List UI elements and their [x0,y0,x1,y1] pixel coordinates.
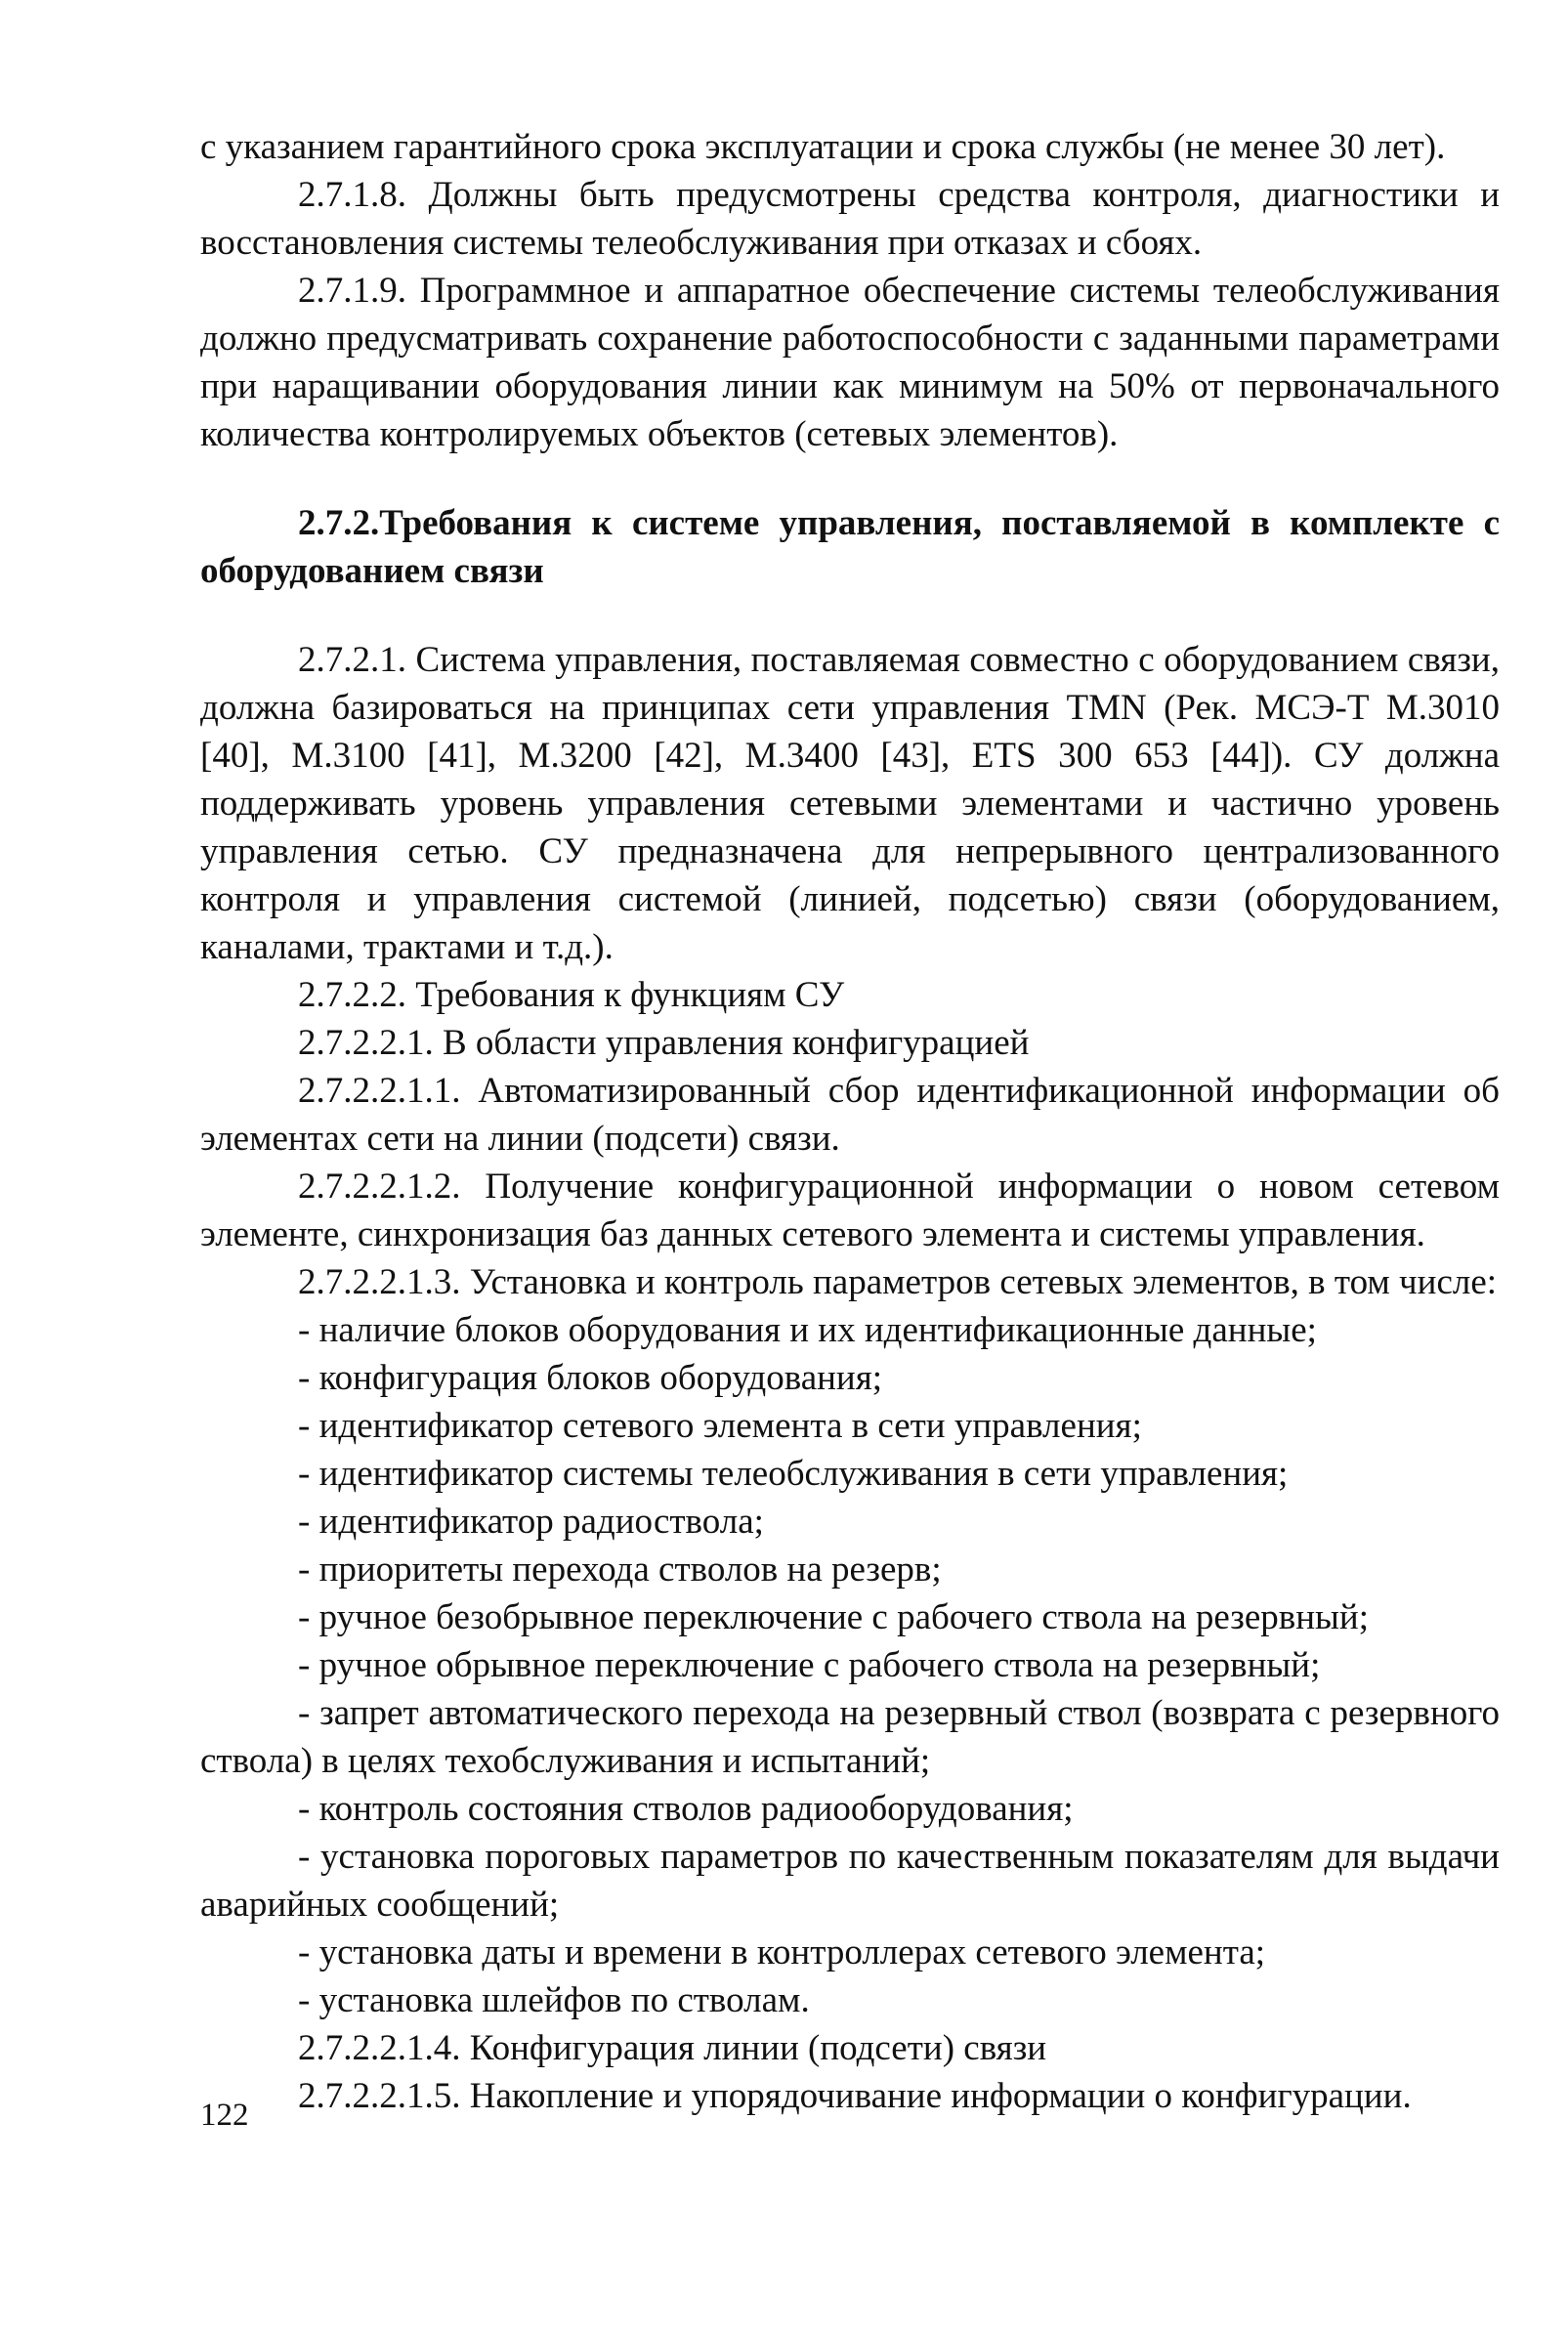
list-item: - идентификатор системы телеобслуживания в сети управления; [298,1454,1289,1494]
list-item: - ручное обрывное переключение с рабочего ствола на резервный; [298,1645,1321,1685]
paragraph-2-7-2-2-1-1: 2.7.2.2.1.1. Автоматизированный сбор идентификационной информации об элементах сети на линии (подсети) связи. [200,1071,1500,1159]
list-item: - наличие блоков оборудования и их идентификационные данные; [298,1310,1317,1350]
list-item: - идентификатор сетевого элемента в сети управления; [298,1406,1142,1446]
page-number: 122 [200,2098,249,2133]
paragraph-2-7-2-2-1-4: 2.7.2.2.1.4. Конфигурация линии (подсети) связи [298,2028,1047,2068]
list-item: - идентификатор радиоствола; [298,1502,764,1542]
paragraph-2-7-2-2-1-5: 2.7.2.2.1.5. Накопление и упорядочивание информации о конфигурации. [298,2076,1412,2116]
list-item: - конфигурация блоков оборудования; [298,1358,883,1398]
paragraph-2-7-2-1: 2.7.2.1. Система управления, поставляемая совместно с оборудованием связи, должна базироваться на принципах сети управления TMN (Рек. МСЭ-Т М.3010 [40], М.3100 [41], М.3200 [42], М.3400 [43], ETS 300 653 [44]). СУ должна поддерживать уровень управления сетевыми элементами и частично уровень управления сетью. СУ предназначена для непрерывного централизованного контроля и управления системой (линией, подсетью) связи (оборудованием, каналами, трактами и т.д.). [200,640,1500,967]
list-item: - ручное безобрывное переключение с рабочего ствола на резервный; [298,1597,1369,1637]
paragraph-2-7-1-8: 2.7.1.8. Должны быть предусмотрены средства контроля, диагностики и восстановления системы телеобслуживания при отказах и сбоях. [200,175,1500,263]
paragraph-2-7-2-2-1: 2.7.2.2.1. В области управления конфигурацией [298,1023,1030,1063]
list-item: - приоритеты перехода стволов на резерв; [298,1549,942,1590]
list-item: - установка шлейфов по стволам. [298,1980,810,2020]
paragraph-2-7-2-2-1-2: 2.7.2.2.1.2. Получение конфигурационной информации о новом сетевом элементе, синхронизация баз данных сетевого элемента и системы управления. [200,1166,1500,1254]
paragraph-2-7-1-9: 2.7.1.9. Программное и аппаратное обеспечение системы телеобслуживания должно предусматривать сохранение работоспособности с заданными параметрами при наращивании оборудования линии как минимум на 50% от первоначального количества контролируемых объектов (сетевых элементов). [200,271,1500,454]
list-item: - установка пороговых параметров по качественным показателям для выдачи аварийных сообщений; [200,1837,1500,1925]
paragraph-continuation: с указанием гарантийного срока эксплуатации и срока службы (не менее 30 лет). [200,127,1446,167]
document-body [200,123,1500,2120]
section-heading-2-7-2: 2.7.2.Требования к системе управления, поставляемой в комплекте с оборудованием связи [200,503,1500,591]
list-item: - установка даты и времени в контроллерах сетевого элемента; [298,1932,1266,1972]
parameter-list [200,1306,1500,2024]
list-item: - запрет автоматического перехода на резервный ствол (возврата с резервного ствола) в целях техобслуживания и испытаний; [200,1693,1500,1781]
list-item: - контроль состояния стволов радиооборудования; [298,1789,1074,1829]
paragraph-2-7-2-2-1-3: 2.7.2.2.1.3. Установка и контроль параметров сетевых элементов, в том числе: [298,1262,1498,1302]
paragraph-2-7-2-2: 2.7.2.2. Требования к функциям СУ [298,975,845,1015]
